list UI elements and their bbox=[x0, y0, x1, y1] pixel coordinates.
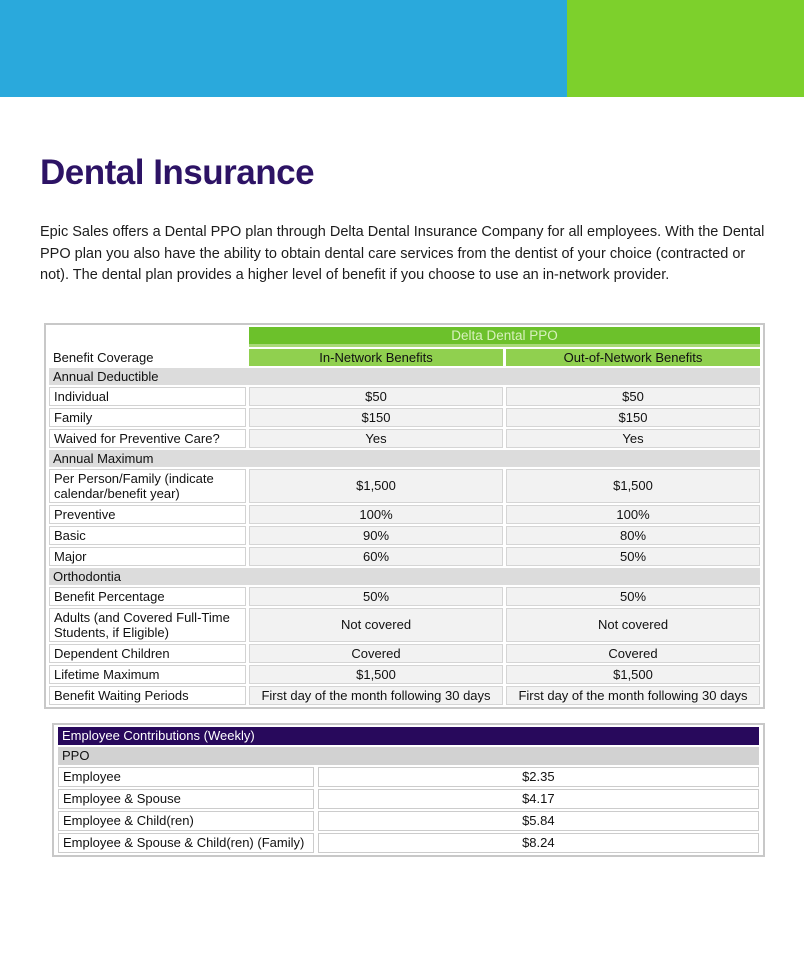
benefits-data-row bbox=[49, 665, 760, 684]
benefits-data-row bbox=[49, 387, 760, 406]
benefits-data-row bbox=[49, 587, 760, 606]
in-network-value: $1,500 bbox=[249, 469, 503, 503]
benefits-data-row bbox=[49, 505, 760, 524]
benefits-data-row bbox=[49, 686, 760, 705]
contributions-title: Employee Contributions (Weekly) bbox=[58, 727, 759, 745]
top-banner bbox=[0, 0, 804, 97]
in-network-value: Yes bbox=[249, 429, 503, 448]
benefit-label: Per Person/Family (indicate calendar/benefit year) bbox=[49, 469, 246, 503]
benefits-section-row bbox=[49, 568, 760, 585]
out-network-value: Yes bbox=[506, 429, 760, 448]
tier-cost: $5.84 bbox=[318, 811, 759, 831]
out-network-value: 80% bbox=[506, 526, 760, 545]
benefit-label: Benefit Waiting Periods bbox=[49, 686, 246, 705]
out-network-value: $1,500 bbox=[506, 665, 760, 684]
benefit-label: Adults (and Covered Full-Time Students, if Eligible) bbox=[49, 608, 246, 642]
section-label: Annual Maximum bbox=[49, 450, 760, 467]
benefits-data-row bbox=[49, 608, 760, 642]
contribution-row bbox=[58, 789, 759, 809]
benefits-data-row bbox=[49, 547, 760, 566]
benefit-label: Benefit Percentage bbox=[49, 587, 246, 606]
in-network-value: $150 bbox=[249, 408, 503, 427]
dental-benefits-table bbox=[44, 323, 765, 709]
in-network-value: $1,500 bbox=[249, 665, 503, 684]
benefits-section-row bbox=[49, 368, 760, 385]
contrib-header-row bbox=[58, 727, 759, 745]
out-network-value: Not covered bbox=[506, 608, 760, 642]
benefit-label: Dependent Children bbox=[49, 644, 246, 663]
benefit-label: Individual bbox=[49, 387, 246, 406]
tier-label: Employee & Child(ren) bbox=[58, 811, 314, 831]
benefits-section-row bbox=[49, 450, 760, 467]
benefits-data-row bbox=[49, 469, 760, 503]
banner-green-block bbox=[567, 0, 804, 97]
benefit-label: Basic bbox=[49, 526, 246, 545]
in-network-value: Not covered bbox=[249, 608, 503, 642]
banner-blue-block bbox=[0, 0, 567, 97]
benefit-label: Waived for Preventive Care? bbox=[49, 429, 246, 448]
benefit-label: Family bbox=[49, 408, 246, 427]
out-network-value: $1,500 bbox=[506, 469, 760, 503]
tier-cost: $2.35 bbox=[318, 767, 759, 787]
benefit-label: Preventive bbox=[49, 505, 246, 524]
column-header-row bbox=[49, 349, 760, 366]
in-network-value: 60% bbox=[249, 547, 503, 566]
benefits-data-row bbox=[49, 429, 760, 448]
benefits-data-row bbox=[49, 408, 760, 427]
out-network-value: 50% bbox=[506, 587, 760, 606]
in-network-value: 50% bbox=[249, 587, 503, 606]
plan-header-row bbox=[49, 327, 760, 347]
contribution-row bbox=[58, 811, 759, 831]
page-title: Dental Insurance bbox=[40, 153, 315, 192]
in-network-value: 90% bbox=[249, 526, 503, 545]
contrib-plan-row bbox=[58, 747, 759, 765]
in-network-value: $50 bbox=[249, 387, 503, 406]
contribution-row bbox=[58, 767, 759, 787]
tier-label: Employee & Spouse bbox=[58, 789, 314, 809]
benefit-coverage-header: Benefit Coverage bbox=[53, 349, 154, 365]
intro-paragraph: Epic Sales offers a Dental PPO plan through Delta Dental Insurance Company for all employees. With the Dental PPO plan you also have the ability to obtain dental care services from the dentist of your choice (contracted or not). The dental plan provides a higher level of benefit if you choose to use an in-network provider. bbox=[40, 224, 765, 283]
out-network-value: Covered bbox=[506, 644, 760, 663]
section-label: Orthodontia bbox=[49, 568, 760, 585]
spacer-cell bbox=[49, 327, 246, 347]
section-label: Annual Deductible bbox=[49, 368, 760, 385]
in-network-header: In-Network Benefits bbox=[249, 349, 503, 366]
out-of-network-header: Out-of-Network Benefits bbox=[506, 349, 760, 366]
tier-label: Employee bbox=[58, 767, 314, 787]
tier-cost: $8.24 bbox=[318, 833, 759, 853]
employee-contributions-table bbox=[52, 723, 765, 857]
tier-label: Employee & Spouse & Child(ren) (Family) bbox=[58, 833, 314, 853]
in-network-value: First day of the month following 30 days bbox=[249, 686, 503, 705]
in-network-value: 100% bbox=[249, 505, 503, 524]
out-network-value: $50 bbox=[506, 387, 760, 406]
plan-label: PPO bbox=[58, 747, 759, 765]
benefit-label: Lifetime Maximum bbox=[49, 665, 246, 684]
benefits-data-row bbox=[49, 644, 760, 663]
benefit-label: Major bbox=[49, 547, 246, 566]
out-network-value: First day of the month following 30 days bbox=[506, 686, 760, 705]
out-network-value: 100% bbox=[506, 505, 760, 524]
contribution-row bbox=[58, 833, 759, 853]
plan-name-header: Delta Dental PPO bbox=[249, 327, 760, 347]
in-network-value: Covered bbox=[249, 644, 503, 663]
out-network-value: $150 bbox=[506, 408, 760, 427]
benefits-data-row bbox=[49, 526, 760, 545]
tier-cost: $4.17 bbox=[318, 789, 759, 809]
out-network-value: 50% bbox=[506, 547, 760, 566]
